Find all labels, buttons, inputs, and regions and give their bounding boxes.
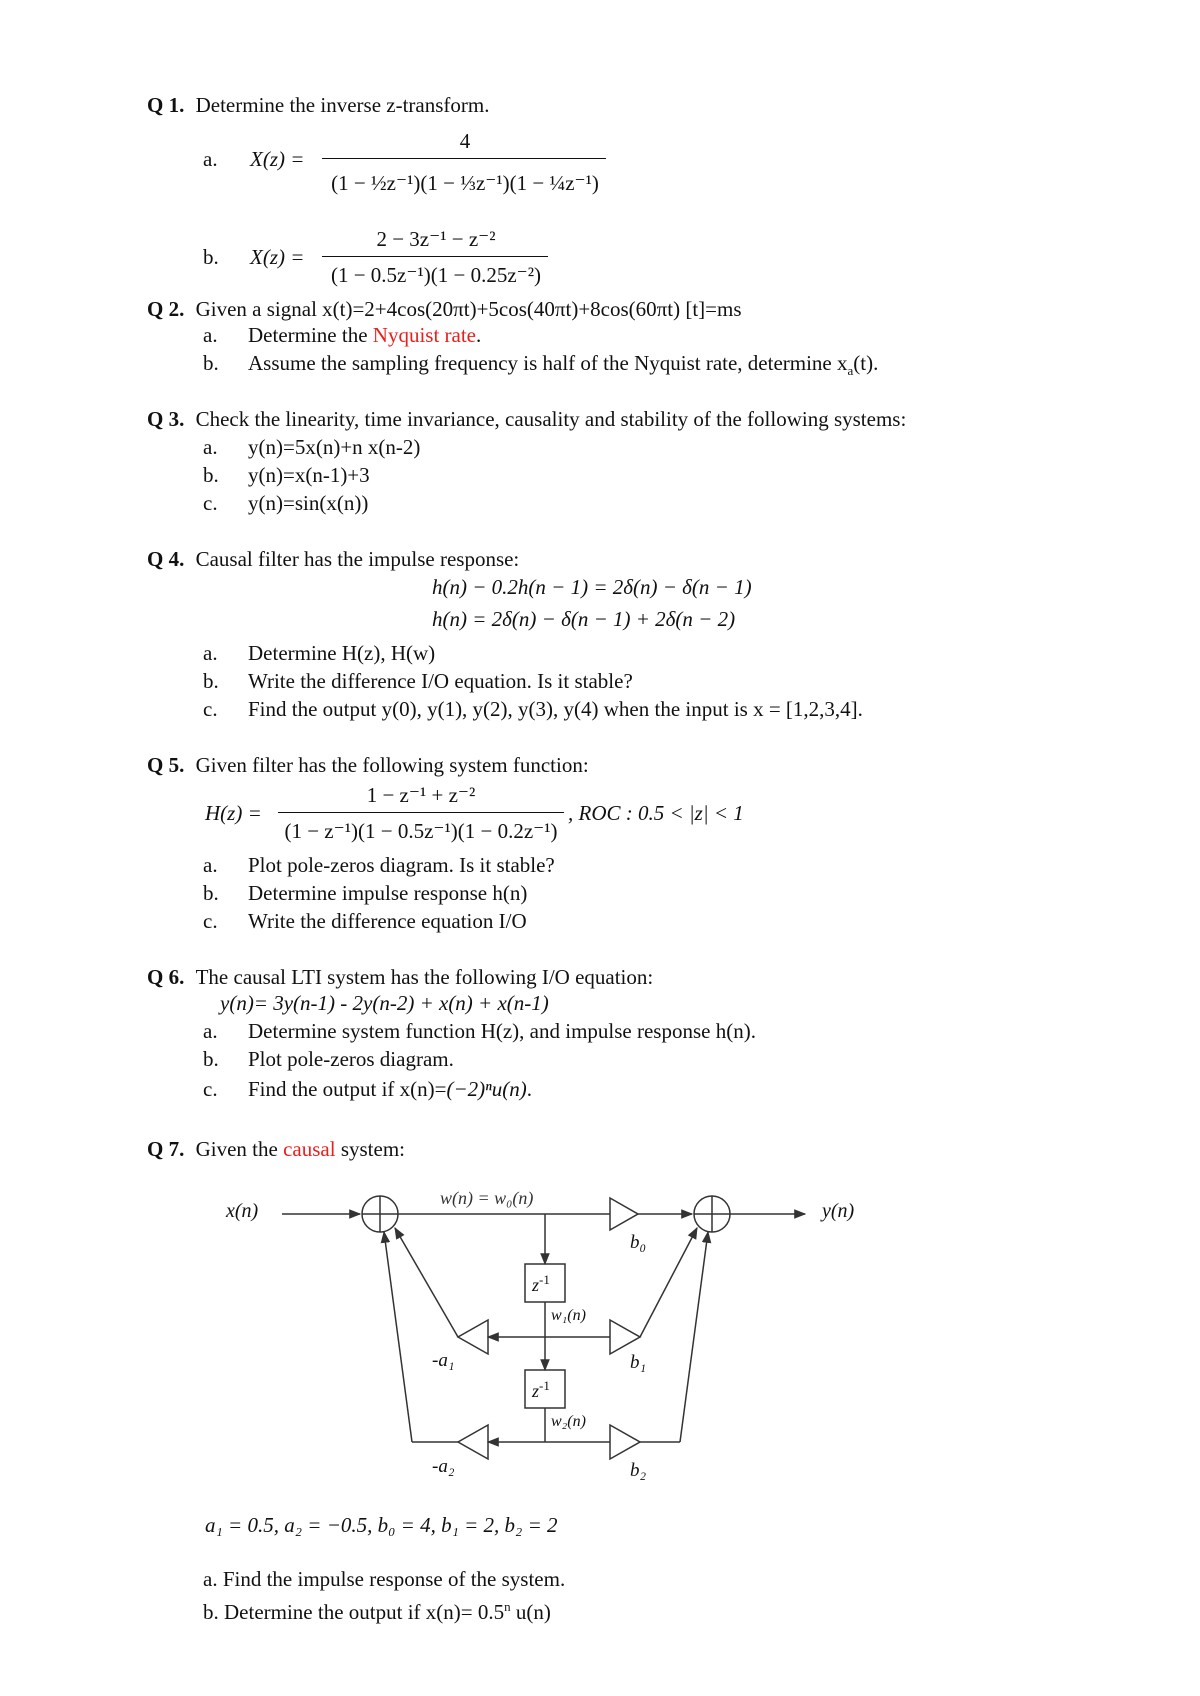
q1-b-fraction-bar bbox=[322, 256, 548, 257]
q7-parameters: a₁ = 0.5, a₂ = −0.5, b₀ = 4, b₁ = 2, b₂ = 2 bbox=[205, 1513, 558, 1537]
label-w: w(n) = w₀(n) bbox=[440, 1188, 534, 1208]
q4-equation-1: h(n) − 0.2h(n − 1) = 2δ(n) − δ(n − 1) bbox=[432, 575, 752, 599]
q4-text: Causal filter has the impulse response: bbox=[195, 547, 520, 571]
q6-item-c-label: c. bbox=[203, 1077, 218, 1101]
q7-post: system: bbox=[335, 1137, 405, 1161]
q4-item-a-text: Determine H(z), H(w) bbox=[248, 641, 436, 665]
q7-b-main: b. Determine the output if x(n)= 0.5 bbox=[203, 1600, 505, 1624]
q6-equation: y(n)= 3y(n-1) - 2y(n-2) + x(n) + x(n-1) bbox=[220, 991, 549, 1015]
label-y: y(n) bbox=[822, 1200, 855, 1222]
a2-feedback-v bbox=[384, 1232, 412, 1442]
q5-roc: , ROC : 0.5 < |z| < 1 bbox=[568, 801, 744, 825]
q7-pre: Given the bbox=[195, 1137, 284, 1161]
q4-number: Q 4. bbox=[147, 547, 185, 571]
q5-denominator: (1 − z⁻¹)(1 − 0.5z⁻¹)(1 − 0.2z⁻¹) bbox=[284, 819, 558, 843]
q2-line bbox=[147, 296, 742, 322]
b1-feed bbox=[640, 1228, 697, 1337]
q2-b-end: (t). bbox=[853, 351, 879, 375]
label-b0: b₀ bbox=[630, 1232, 647, 1253]
q5-numerator: 1 − z⁻¹ + z⁻² bbox=[366, 783, 476, 807]
q2-text: Given a signal x(t)=2+4cos(20πt)+5cos(40πt)+8cos(60πt) [t]=ms bbox=[195, 297, 742, 321]
q3-item-c-label: c. bbox=[203, 491, 218, 515]
q5-fraction-bar bbox=[278, 812, 564, 813]
delay-2-label bbox=[532, 1378, 550, 1402]
q6-text: The causal LTI system has the following I/O equation: bbox=[195, 965, 654, 989]
q5-item-c-label: c. bbox=[203, 909, 218, 933]
q1-a-numerator: 4 bbox=[459, 129, 471, 153]
q1-b-denominator: (1 − 0.5z⁻¹)(1 − 0.25z⁻²) bbox=[330, 263, 542, 287]
q5-number: Q 5. bbox=[147, 753, 185, 777]
gain-b0 bbox=[610, 1198, 638, 1230]
q3-item-a-label: a. bbox=[203, 435, 218, 459]
q2-a-label: a. bbox=[203, 323, 218, 347]
q5-item-b-text: Determine impulse response h(n) bbox=[248, 881, 528, 905]
delay-1-z: z bbox=[532, 1275, 540, 1295]
gain-b2 bbox=[610, 1425, 640, 1459]
q5-item-c-text: Write the difference equation I/O bbox=[248, 909, 527, 933]
q1-text: Determine the inverse z-transform. bbox=[195, 93, 490, 117]
delay-1-label bbox=[532, 1272, 550, 1296]
label-w1: w₁(n) bbox=[551, 1307, 586, 1324]
q7-part-b bbox=[203, 1594, 551, 1625]
q3-item-b-text: y(n)=x(n-1)+3 bbox=[248, 463, 370, 487]
q3-item-b-label: b. bbox=[203, 463, 219, 487]
q4-item-a-label: a. bbox=[203, 641, 218, 665]
delay-1-exp: -1 bbox=[539, 1272, 550, 1287]
q3-text: Check the linearity, time invariance, causality and stability of the following systems: bbox=[195, 407, 907, 431]
q4-item-b-label: b. bbox=[203, 669, 219, 693]
label-a1: -a₁ bbox=[432, 1350, 455, 1371]
label-x: x(n) bbox=[226, 1200, 259, 1222]
q6-item-b-text: Plot pole-zeros diagram. bbox=[248, 1047, 454, 1071]
q1-a-label: a. bbox=[203, 147, 218, 171]
q5-item-a-label: a. bbox=[203, 853, 218, 877]
q4-item-c-text: Find the output y(0), y(1), y(2), y(3), y(4) when the input is x = [1,2,3,4]. bbox=[248, 697, 863, 721]
q7-b-end: u(n) bbox=[510, 1600, 551, 1624]
q4-item-b-text: Write the difference I/O equation. Is it stable? bbox=[248, 669, 633, 693]
gain-a2 bbox=[458, 1425, 488, 1459]
q7-text bbox=[196, 1137, 405, 1161]
q1-line bbox=[147, 92, 489, 118]
q2-b-sub: a bbox=[847, 363, 854, 379]
q4-item-c-label: c. bbox=[203, 697, 218, 721]
left-adder bbox=[362, 1196, 398, 1232]
q5-text: Given filter has the following system function: bbox=[195, 753, 589, 777]
q7-line bbox=[147, 1136, 405, 1162]
a1-feedback bbox=[395, 1228, 458, 1337]
q1-number: Q 1. bbox=[147, 93, 185, 117]
q7-part-a: a. Find the impulse response of the system. bbox=[203, 1567, 566, 1591]
label-w2: w₂(n) bbox=[551, 1413, 586, 1430]
label-a2: -a₂ bbox=[432, 1456, 455, 1477]
q4-equation-2: h(n) = 2δ(n) − δ(n − 1) + 2δ(n − 2) bbox=[432, 607, 736, 631]
q1-b-label: b. bbox=[203, 245, 219, 269]
q1-b-numerator: 2 − 3z⁻¹ − z⁻² bbox=[376, 227, 496, 251]
q6-number: Q 6. bbox=[147, 965, 185, 989]
q5-item-a-text: Plot pole-zeros diagram. Is it stable? bbox=[248, 853, 555, 877]
q6-item-a-label: a. bbox=[203, 1019, 218, 1043]
label-b2: b₂ bbox=[630, 1460, 647, 1481]
right-adder bbox=[694, 1196, 730, 1232]
gain-a1 bbox=[458, 1320, 488, 1354]
q5-lhs: H(z) = bbox=[205, 801, 262, 825]
q1-b-lhs: X(z) = bbox=[250, 245, 305, 269]
q6-c-end: . bbox=[526, 1077, 533, 1101]
q5-item-b-label: b. bbox=[203, 881, 219, 905]
q3-line bbox=[147, 406, 906, 432]
q2-a-highlight: Nyquist rate bbox=[372, 323, 477, 347]
q2-b-main: Assume the sampling frequency is half of the Nyquist rate, determine x bbox=[248, 351, 848, 375]
q1-a-lhs: X(z) = bbox=[250, 147, 305, 171]
gain-b1 bbox=[610, 1320, 640, 1354]
delay-2-exp: -1 bbox=[539, 1378, 550, 1393]
q2-a-pre: Determine the bbox=[248, 323, 373, 347]
q6-item-b-label: b. bbox=[203, 1047, 219, 1071]
q1-a-fraction-bar bbox=[322, 158, 606, 159]
q2-a-post: . bbox=[476, 323, 482, 347]
q6-c-math: (−2)ⁿu(n) bbox=[446, 1077, 527, 1101]
q3-item-c-text: y(n)=sin(x(n)) bbox=[248, 491, 369, 515]
q6-c-main: Find the output if x(n)= bbox=[248, 1077, 447, 1101]
q1-a-denominator: (1 − ½z⁻¹)(1 − ⅓z⁻¹)(1 − ¼z⁻¹) bbox=[331, 171, 599, 195]
q2-b-label: b. bbox=[203, 351, 219, 375]
q7-number: Q 7. bbox=[147, 1137, 185, 1161]
b2-feed-v bbox=[680, 1232, 708, 1442]
q3-item-a-text: y(n)=5x(n)+n x(n-2) bbox=[248, 435, 421, 459]
q6-item-c-text bbox=[248, 1076, 532, 1102]
label-b1: b₁ bbox=[630, 1352, 647, 1373]
q2-b-text bbox=[248, 350, 878, 384]
q3-number: Q 3. bbox=[147, 407, 185, 431]
q6-line bbox=[147, 964, 653, 990]
q6-item-a-text: Determine system function H(z), and impulse response h(n). bbox=[248, 1019, 756, 1043]
q4-line bbox=[147, 546, 519, 572]
q2-a-text bbox=[248, 322, 481, 348]
q2-number: Q 2. bbox=[147, 297, 185, 321]
q5-line bbox=[147, 752, 589, 778]
q7-b-sup: n bbox=[504, 1599, 511, 1614]
delay-2-z: z bbox=[532, 1381, 540, 1401]
q7-highlight: causal bbox=[283, 1137, 336, 1161]
